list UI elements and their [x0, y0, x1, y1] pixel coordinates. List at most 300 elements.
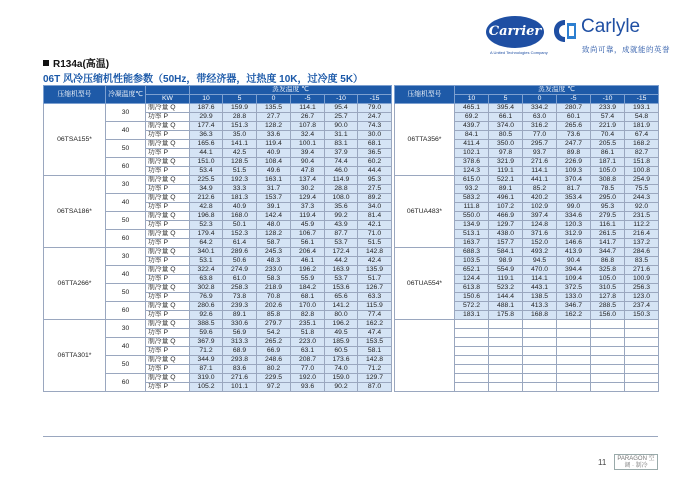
model-cell: 06TUA554* — [395, 248, 455, 320]
empty-cell — [455, 329, 489, 338]
value-cell: 123.0 — [625, 293, 659, 302]
cond-temp-cell: 30 — [106, 248, 146, 266]
value-cell: 413.9 — [557, 248, 591, 257]
capacity-label: 制冷量 Q — [146, 158, 190, 167]
value-cell: 493.2 — [523, 248, 557, 257]
value-cell: 101.1 — [223, 383, 257, 392]
value-cell: 111.8 — [455, 203, 489, 212]
value-cell: 75.5 — [625, 185, 659, 194]
value-cell: 325.8 — [591, 266, 625, 275]
value-cell: 470.0 — [523, 266, 557, 275]
value-cell: 150.3 — [625, 311, 659, 320]
power-label: 功率 P — [146, 257, 190, 266]
value-cell: 183.1 — [455, 311, 489, 320]
value-cell: 47.8 — [291, 167, 325, 176]
header-evap-temp: 蒸发温度 ℃ — [455, 86, 659, 95]
table-row — [44, 176, 392, 185]
capacity-label: 制冷量 Q — [146, 212, 190, 221]
value-cell: 83.5 — [625, 257, 659, 266]
value-cell: 245.3 — [257, 248, 291, 257]
value-cell: 26.7 — [291, 113, 325, 122]
empty-cell — [523, 347, 557, 356]
value-cell: 86.1 — [591, 149, 625, 158]
empty-cell — [557, 365, 591, 374]
value-cell: 141.1 — [223, 140, 257, 149]
empty-cell — [591, 356, 625, 365]
value-cell: 66.1 — [489, 113, 523, 122]
value-cell: 42.8 — [190, 203, 223, 212]
empty-cell — [489, 338, 523, 347]
capacity-label: 制冷量 Q — [146, 320, 190, 329]
cond-temp-cell: 40 — [106, 338, 146, 356]
value-cell: 89.1 — [223, 311, 257, 320]
cond-temp-cell: 30 — [106, 320, 146, 338]
empty-cell — [557, 374, 591, 383]
paragon-logo: PARAGON 空调 · 制冷 — [614, 454, 658, 470]
value-cell: 688.3 — [455, 248, 489, 257]
value-cell: 47.4 — [358, 329, 392, 338]
footer-divider — [43, 436, 658, 437]
table-row — [44, 320, 392, 329]
value-cell: 73.8 — [223, 293, 257, 302]
value-cell: 39.4 — [291, 149, 325, 158]
value-cell: 313.3 — [223, 338, 257, 347]
empty-cell — [625, 329, 659, 338]
empty-cell — [625, 356, 659, 365]
power-label: 功率 P — [146, 221, 190, 230]
empty-cell — [557, 356, 591, 365]
value-cell: 229.5 — [257, 374, 291, 383]
value-cell: 173.6 — [325, 356, 358, 365]
value-cell: 284.6 — [625, 248, 659, 257]
value-cell: 137.4 — [291, 176, 325, 185]
value-cell: 271.6 — [625, 266, 659, 275]
header-evap-value: 5 — [489, 95, 523, 104]
value-cell: 522.1 — [489, 176, 523, 185]
value-cell: 90.4 — [291, 158, 325, 167]
value-cell: 92.6 — [190, 311, 223, 320]
empty-cell — [625, 338, 659, 347]
value-cell: 144.4 — [489, 293, 523, 302]
value-cell: 37.3 — [291, 203, 325, 212]
empty-cell — [489, 320, 523, 329]
value-cell: 374.0 — [489, 122, 523, 131]
value-cell: 310.5 — [591, 284, 625, 293]
value-cell: 205.5 — [591, 140, 625, 149]
value-cell: 95.3 — [591, 203, 625, 212]
value-cell: 100.8 — [625, 167, 659, 176]
value-cell: 394.4 — [557, 266, 591, 275]
value-cell: 70.4 — [591, 131, 625, 140]
value-cell: 554.9 — [489, 266, 523, 275]
value-cell: 58.1 — [358, 347, 392, 356]
value-cell: 114.1 — [523, 167, 557, 176]
value-cell: 163.7 — [455, 239, 489, 248]
value-cell: 196.8 — [190, 212, 223, 221]
value-cell: 33.6 — [257, 131, 291, 140]
empty-cell — [591, 383, 625, 392]
empty-model-cell — [395, 320, 455, 392]
header-evap-value: -10 — [591, 95, 625, 104]
value-cell: 496.1 — [489, 194, 523, 203]
value-cell: 206.4 — [291, 248, 325, 257]
cond-temp-cell: 40 — [106, 122, 146, 140]
value-cell: 177.4 — [190, 122, 223, 131]
value-cell: 90.4 — [557, 257, 591, 266]
value-cell: 83.6 — [223, 365, 257, 374]
value-cell: 439.7 — [455, 122, 489, 131]
value-cell: 82.7 — [625, 149, 659, 158]
cond-temp-cell: 50 — [106, 284, 146, 302]
value-cell: 109.4 — [557, 275, 591, 284]
value-cell: 254.9 — [625, 176, 659, 185]
header-evap-value: 5 — [223, 95, 257, 104]
value-cell: 31.7 — [257, 185, 291, 194]
capacity-label: 制冷量 Q — [146, 374, 190, 383]
value-cell: 51.8 — [291, 329, 325, 338]
value-cell: 465.1 — [455, 104, 489, 113]
value-cell: 44.2 — [325, 257, 358, 266]
carrier-logo: Carrier — [486, 16, 544, 48]
power-label: 功率 P — [146, 203, 190, 212]
value-cell: 221.9 — [591, 122, 625, 131]
value-cell: 179.4 — [190, 230, 223, 239]
value-cell: 27.7 — [257, 113, 291, 122]
header-evap-value: -5 — [291, 95, 325, 104]
value-cell: 31.1 — [325, 131, 358, 140]
value-cell: 98.9 — [489, 257, 523, 266]
value-cell: 613.8 — [455, 284, 489, 293]
value-cell: 184.2 — [291, 284, 325, 293]
empty-cell — [523, 320, 557, 329]
value-cell: 48.3 — [257, 257, 291, 266]
value-cell: 192.3 — [223, 176, 257, 185]
value-cell: 81.7 — [557, 185, 591, 194]
value-cell: 395.4 — [489, 104, 523, 113]
value-cell: 175.8 — [489, 311, 523, 320]
power-label: 功率 P — [146, 239, 190, 248]
value-cell: 274.9 — [223, 266, 257, 275]
value-cell: 81.4 — [358, 212, 392, 221]
value-cell: 53.7 — [325, 275, 358, 284]
table-row — [395, 104, 659, 113]
power-label: 功率 P — [146, 347, 190, 356]
value-cell: 46.1 — [291, 257, 325, 266]
value-cell: 89.8 — [557, 149, 591, 158]
value-cell: 24.7 — [358, 113, 392, 122]
capacity-label: 制冷量 Q — [146, 176, 190, 185]
empty-cell — [523, 374, 557, 383]
value-cell: 187.1 — [591, 158, 625, 167]
value-cell: 54.8 — [625, 113, 659, 122]
bullet-square-icon — [43, 60, 49, 66]
brand-logos — [486, 14, 686, 58]
value-cell: 466.9 — [489, 212, 523, 221]
value-cell: 156.0 — [591, 311, 625, 320]
value-cell: 92.0 — [625, 203, 659, 212]
value-cell: 170.0 — [291, 302, 325, 311]
value-cell: 87.1 — [190, 365, 223, 374]
power-label: 功率 P — [146, 365, 190, 374]
cond-temp-cell: 60 — [106, 302, 146, 320]
value-cell: 63.3 — [358, 293, 392, 302]
value-cell: 293.8 — [223, 356, 257, 365]
empty-cell — [455, 365, 489, 374]
empty-cell — [455, 338, 489, 347]
value-cell: 70.8 — [257, 293, 291, 302]
value-cell: 133.0 — [557, 293, 591, 302]
power-label: 功率 P — [146, 275, 190, 284]
table-body-right — [395, 104, 659, 392]
empty-cell — [591, 374, 625, 383]
capacity-label: 制冷量 Q — [146, 284, 190, 293]
power-label: 功率 P — [146, 149, 190, 158]
empty-cell — [455, 374, 489, 383]
value-cell: 218.9 — [257, 284, 291, 293]
value-cell: 124.4 — [455, 275, 489, 284]
value-cell: 168.2 — [625, 140, 659, 149]
capacity-label: 制冷量 Q — [146, 122, 190, 131]
value-cell: 36.5 — [358, 149, 392, 158]
empty-cell — [489, 365, 523, 374]
power-label: 功率 P — [146, 131, 190, 140]
value-cell: 372.5 — [557, 284, 591, 293]
value-cell: 85.2 — [523, 185, 557, 194]
value-cell: 271.6 — [223, 374, 257, 383]
value-cell: 60.1 — [557, 113, 591, 122]
value-cell: 42.5 — [223, 149, 257, 158]
cond-temp-cell: 50 — [106, 212, 146, 230]
value-cell: 119.1 — [489, 275, 523, 284]
power-label: 功率 P — [146, 329, 190, 338]
value-cell: 107.8 — [291, 122, 325, 131]
value-cell: 61.0 — [223, 275, 257, 284]
value-cell: 237.4 — [625, 302, 659, 311]
value-cell: 212.6 — [190, 194, 223, 203]
value-cell: 513.1 — [455, 230, 489, 239]
value-cell: 344.7 — [591, 248, 625, 257]
value-cell: 50.1 — [223, 221, 257, 230]
value-cell: 114.1 — [523, 275, 557, 284]
value-cell: 86.8 — [591, 257, 625, 266]
value-cell: 68.1 — [358, 140, 392, 149]
value-cell: 90.2 — [325, 383, 358, 392]
value-cell: 157.7 — [489, 239, 523, 248]
value-cell: 159.0 — [325, 374, 358, 383]
header-evap-value: -10 — [325, 95, 358, 104]
empty-cell — [557, 338, 591, 347]
empty-cell — [591, 338, 625, 347]
value-cell: 80.5 — [489, 131, 523, 140]
value-cell: 116.1 — [591, 221, 625, 230]
capacity-label: 制冷量 Q — [146, 338, 190, 347]
value-cell: 247.7 — [557, 140, 591, 149]
value-cell: 102.1 — [455, 149, 489, 158]
value-cell: 105.2 — [190, 383, 223, 392]
value-cell: 141.7 — [591, 239, 625, 248]
value-cell: 80.2 — [257, 365, 291, 374]
empty-cell — [625, 374, 659, 383]
value-cell: 119.4 — [257, 140, 291, 149]
value-cell: 119.4 — [291, 212, 325, 221]
page-number: 11 — [598, 458, 607, 467]
value-cell: 82.8 — [291, 311, 325, 320]
value-cell: 95.3 — [358, 176, 392, 185]
value-cell: 80.0 — [325, 311, 358, 320]
value-cell: 84.1 — [455, 131, 489, 140]
value-cell: 208.7 — [291, 356, 325, 365]
carlyle-logo: Carlyle — [581, 16, 641, 37]
value-cell: 193.1 — [625, 104, 659, 113]
value-cell: 67.4 — [625, 131, 659, 140]
power-label: 功率 P — [146, 167, 190, 176]
value-cell: 33.3 — [223, 185, 257, 194]
value-cell: 128.2 — [257, 122, 291, 131]
table-row — [395, 176, 659, 185]
header-evap-value: 10 — [455, 95, 489, 104]
value-cell: 388.5 — [190, 320, 223, 329]
value-cell: 279.7 — [257, 320, 291, 329]
value-cell: 126.7 — [358, 284, 392, 293]
value-cell: 25.7 — [325, 113, 358, 122]
value-cell: 56.9 — [223, 329, 257, 338]
value-cell: 28.8 — [223, 113, 257, 122]
carlyle-mark-icon — [552, 18, 578, 44]
empty-cell — [557, 329, 591, 338]
model-cell: 06TTA301* — [44, 320, 106, 392]
model-cell: 06TTA266* — [44, 248, 106, 320]
model-cell: 06TUA483* — [395, 176, 455, 248]
value-cell: 295.7 — [523, 140, 557, 149]
value-cell: 34.9 — [190, 185, 223, 194]
value-cell: 35.6 — [325, 203, 358, 212]
value-cell: 258.3 — [223, 284, 257, 293]
value-cell: 99.2 — [325, 212, 358, 221]
value-cell: 168.0 — [223, 212, 257, 221]
value-cell: 100.9 — [625, 275, 659, 284]
empty-cell — [523, 338, 557, 347]
value-cell: 135.9 — [358, 266, 392, 275]
value-cell: 308.8 — [591, 176, 625, 185]
header-model: 压缩机型号 — [395, 86, 455, 104]
value-cell: 134.9 — [455, 221, 489, 230]
value-cell: 162.2 — [557, 311, 591, 320]
value-cell: 78.5 — [591, 185, 625, 194]
value-cell: 265.2 — [257, 338, 291, 347]
value-cell: 142.8 — [358, 248, 392, 257]
value-cell: 60.2 — [358, 158, 392, 167]
header-blank — [146, 86, 190, 95]
value-cell: 44.4 — [358, 167, 392, 176]
value-cell: 312.9 — [557, 230, 591, 239]
value-cell: 65.6 — [325, 293, 358, 302]
value-cell: 235.1 — [291, 320, 325, 329]
value-cell: 61.4 — [223, 239, 257, 248]
value-cell: 438.0 — [489, 230, 523, 239]
value-cell: 55.9 — [291, 275, 325, 284]
cond-temp-cell: 60 — [106, 230, 146, 248]
empty-cell — [557, 383, 591, 392]
value-cell: 652.1 — [455, 266, 489, 275]
value-cell: 152.3 — [223, 230, 257, 239]
value-cell: 46.0 — [325, 167, 358, 176]
value-cell: 43.9 — [325, 221, 358, 230]
value-cell: 53.4 — [190, 167, 223, 176]
model-cell: 06TSA186* — [44, 176, 106, 248]
cond-temp-cell: 30 — [106, 104, 146, 122]
empty-cell — [489, 329, 523, 338]
value-cell: 152.0 — [523, 239, 557, 248]
empty-cell — [557, 320, 591, 329]
value-cell: 45.9 — [291, 221, 325, 230]
empty-cell — [489, 374, 523, 383]
value-cell: 109.3 — [557, 167, 591, 176]
empty-cell — [625, 383, 659, 392]
value-cell: 127.8 — [591, 293, 625, 302]
table-row — [44, 104, 392, 113]
capacity-label: 制冷量 Q — [146, 194, 190, 203]
table-subtitle: 06T 风冷压缩机性能参数（50Hz，带经济器，过热度 10K，过冷度 5K） — [43, 74, 364, 85]
value-cell: 322.4 — [190, 266, 223, 275]
value-cell: 316.2 — [523, 122, 557, 131]
empty-cell — [489, 347, 523, 356]
value-cell: 90.0 — [325, 122, 358, 131]
value-cell: 63.1 — [291, 347, 325, 356]
value-cell: 66.9 — [257, 347, 291, 356]
value-cell: 30.2 — [291, 185, 325, 194]
value-cell: 151.8 — [625, 158, 659, 167]
value-cell: 71.2 — [190, 347, 223, 356]
value-cell: 280.6 — [190, 302, 223, 311]
cond-temp-cell: 60 — [106, 158, 146, 176]
value-cell: 76.9 — [190, 293, 223, 302]
value-cell: 54.2 — [257, 329, 291, 338]
value-cell: 119.1 — [489, 167, 523, 176]
value-cell: 202.6 — [257, 302, 291, 311]
value-cell: 58.7 — [257, 239, 291, 248]
performance-table-right — [394, 85, 659, 392]
value-cell: 106.7 — [291, 230, 325, 239]
value-cell: 411.4 — [455, 140, 489, 149]
capacity-label: 制冷量 Q — [146, 230, 190, 239]
cond-temp-cell: 50 — [106, 140, 146, 158]
value-cell: 233.0 — [257, 266, 291, 275]
value-cell: 196.2 — [291, 266, 325, 275]
header-evap-value: -5 — [557, 95, 591, 104]
value-cell: 103.5 — [455, 257, 489, 266]
value-cell: 128.2 — [257, 230, 291, 239]
value-cell: 163.1 — [257, 176, 291, 185]
value-cell: 51.5 — [358, 239, 392, 248]
value-cell: 334.6 — [557, 212, 591, 221]
value-cell: 583.2 — [455, 194, 489, 203]
value-cell: 185.9 — [325, 338, 358, 347]
value-cell: 371.6 — [523, 230, 557, 239]
capacity-label: 制冷量 Q — [146, 266, 190, 275]
value-cell: 114.9 — [325, 176, 358, 185]
value-cell: 165.6 — [190, 140, 223, 149]
carrier-sub: A United Technologies Company — [490, 50, 548, 55]
value-cell: 94.5 — [523, 257, 557, 266]
value-cell: 261.5 — [591, 230, 625, 239]
value-cell: 192.0 — [291, 374, 325, 383]
value-cell: 159.9 — [223, 104, 257, 113]
value-cell: 168.8 — [523, 311, 557, 320]
empty-cell — [455, 356, 489, 365]
value-cell: 443.1 — [523, 284, 557, 293]
power-label: 功率 P — [146, 293, 190, 302]
empty-cell — [591, 365, 625, 374]
